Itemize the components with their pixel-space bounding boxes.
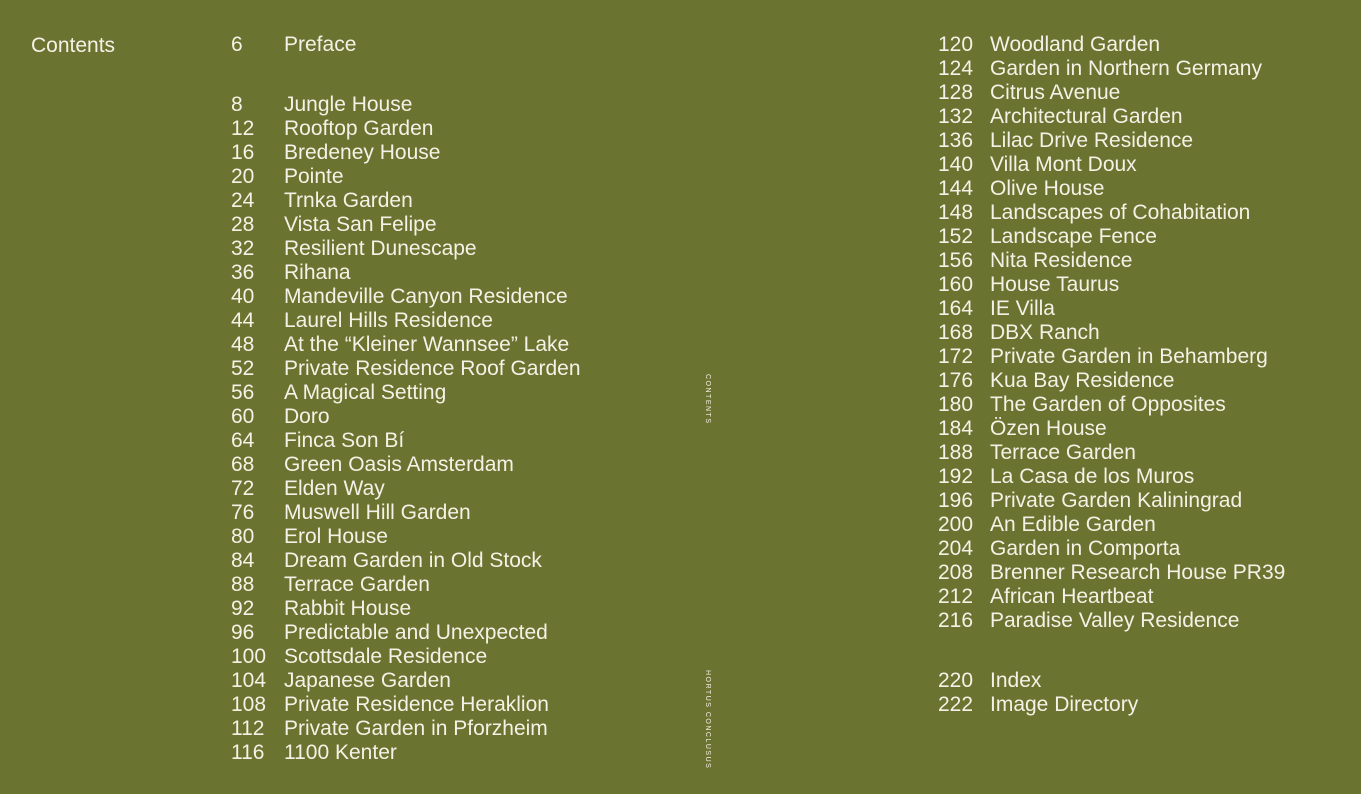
toc-page-number: 222 xyxy=(938,693,974,716)
toc-entry-title: La Casa de los Muros xyxy=(990,465,1195,488)
toc-entry-title: Dream Garden in Old Stock xyxy=(284,549,542,572)
toc-entry xyxy=(938,153,1285,177)
toc-entry xyxy=(231,261,581,285)
toc-entry xyxy=(938,417,1285,441)
toc-page-number: 152 xyxy=(938,225,974,248)
toc-entry xyxy=(231,501,581,525)
toc-entry-title: House Taurus xyxy=(990,273,1120,296)
toc-entry-title: Resilient Dunescape xyxy=(284,237,477,260)
toc-page-number: 96 xyxy=(231,621,255,644)
toc-page-number: 220 xyxy=(938,669,974,692)
toc-page-number: 216 xyxy=(938,609,974,632)
toc-entry-title: At the “Kleiner Wannsee” Lake xyxy=(284,333,570,356)
toc-entry xyxy=(231,405,581,429)
toc-page-number: 212 xyxy=(938,585,974,608)
toc-page-number: 208 xyxy=(938,561,974,584)
toc-page-number: 84 xyxy=(231,549,255,572)
toc-right-column xyxy=(938,33,1285,717)
toc-page-number: 120 xyxy=(938,33,974,56)
toc-entry-title: Villa Mont Doux xyxy=(990,153,1137,176)
toc-entry-title: Landscapes of Cohabitation xyxy=(990,201,1251,224)
toc-entry xyxy=(231,237,581,261)
toc-page-number: 108 xyxy=(231,693,267,716)
toc-entry-title: Muswell Hill Garden xyxy=(284,501,471,524)
toc-entry xyxy=(938,561,1285,585)
toc-entry-title: Kua Bay Residence xyxy=(990,369,1175,392)
toc-entry xyxy=(938,585,1285,609)
toc-entry-title: Vista San Felipe xyxy=(284,213,437,236)
toc-entry-title: Paradise Valley Residence xyxy=(990,609,1240,632)
toc-page-number: 168 xyxy=(938,321,974,344)
toc-entry-title: Index xyxy=(990,669,1042,692)
toc-entry xyxy=(938,57,1285,81)
toc-entry-title: Brenner Research House PR39 xyxy=(990,561,1286,584)
toc-page-number: 48 xyxy=(231,333,255,356)
toc-page-number: 148 xyxy=(938,201,974,224)
toc-entry-title: Rabbit House xyxy=(284,597,412,620)
toc-entry xyxy=(231,189,581,213)
toc-entry xyxy=(938,693,1285,717)
toc-page-number: 180 xyxy=(938,393,974,416)
toc-entry-title: Garden in Comporta xyxy=(990,537,1181,560)
toc-page-number: 204 xyxy=(938,537,974,560)
toc-entry xyxy=(231,33,581,57)
toc-page-number: 124 xyxy=(938,57,974,80)
toc-page-number: 144 xyxy=(938,177,974,200)
toc-entry-title: Trnka Garden xyxy=(284,189,413,212)
toc-entry xyxy=(938,177,1285,201)
toc-entry-title: Özen House xyxy=(990,417,1107,440)
toc-page-number: 192 xyxy=(938,465,974,488)
toc-entry xyxy=(938,33,1285,57)
toc-page-number: 88 xyxy=(231,573,255,596)
toc-entry-title: Finca Son Bí xyxy=(284,429,405,452)
toc-entry-title: Bredeney House xyxy=(284,141,441,164)
toc-page-number: 160 xyxy=(938,273,974,296)
toc-page-number: 132 xyxy=(938,105,974,128)
toc-page-number: 184 xyxy=(938,417,974,440)
toc-entry-title: Rooftop Garden xyxy=(284,117,434,140)
toc-page-number: 200 xyxy=(938,513,974,536)
toc-page-number: 60 xyxy=(231,405,255,428)
toc-entry xyxy=(231,429,581,453)
toc-entry xyxy=(938,609,1285,633)
page-title: Contents xyxy=(31,34,116,57)
toc-page-number: 128 xyxy=(938,81,974,104)
toc-entry-title: DBX Ranch xyxy=(990,321,1100,344)
toc-entry xyxy=(231,93,581,117)
toc-entry xyxy=(231,693,581,717)
toc-entry-title: Private Garden Kaliningrad xyxy=(990,489,1243,512)
toc-entry-title: 1100 Kenter xyxy=(284,741,397,764)
toc-entry-title: Citrus Avenue xyxy=(990,81,1121,104)
toc-entry xyxy=(938,81,1285,105)
toc-page-number: 156 xyxy=(938,249,974,272)
toc-entry xyxy=(231,381,581,405)
toc-page-number: 36 xyxy=(231,261,255,284)
toc-page-number: 8 xyxy=(231,93,243,116)
toc-entry-title: The Garden of Opposites xyxy=(990,393,1226,416)
toc-entry-title: Lilac Drive Residence xyxy=(990,129,1194,152)
toc-page-number: 116 xyxy=(231,741,265,764)
toc-page-number: 68 xyxy=(231,453,255,476)
toc-entry xyxy=(938,129,1285,153)
toc-page-number: 112 xyxy=(231,717,265,740)
toc-entry xyxy=(231,549,581,573)
toc-entry xyxy=(231,309,581,333)
side-label-book-title: HORTUS CONCLUSUS xyxy=(704,670,711,770)
toc-entry-title: Private Garden in Behamberg xyxy=(990,345,1268,368)
toc-page-number: 104 xyxy=(231,669,267,692)
toc-page-number: 32 xyxy=(231,237,255,260)
toc-entry xyxy=(231,621,581,645)
toc-entry xyxy=(938,297,1285,321)
toc-entry xyxy=(938,201,1285,225)
toc-entry-title: Rihana xyxy=(284,261,351,284)
toc-page-number: 28 xyxy=(231,213,255,236)
toc-page-number: 92 xyxy=(231,597,255,620)
toc-entry-title: Private Residence Roof Garden xyxy=(284,357,581,380)
toc-entry xyxy=(231,525,581,549)
toc-page-number: 176 xyxy=(938,369,974,392)
toc-entry xyxy=(938,537,1285,561)
toc-entry-title: Preface xyxy=(284,33,357,56)
toc-entry-title: An Edible Garden xyxy=(990,513,1156,536)
toc-entry xyxy=(938,369,1285,393)
toc-entry xyxy=(231,597,581,621)
toc-entry-title: A Magical Setting xyxy=(284,381,447,404)
toc-entry-title: Landscape Fence xyxy=(990,225,1157,248)
toc-entry-title: Predictable and Unexpected xyxy=(284,621,548,644)
toc-entry xyxy=(231,141,581,165)
toc-entry xyxy=(231,357,581,381)
toc-entry-title: Architectural Garden xyxy=(990,105,1183,128)
side-label-contents: CONTENTS xyxy=(704,374,711,425)
toc-entry xyxy=(938,669,1285,693)
toc-entry xyxy=(938,105,1285,129)
toc-page-number: 72 xyxy=(231,477,255,500)
toc-page-number: 6 xyxy=(231,33,243,56)
toc-left-column xyxy=(231,33,581,765)
toc-entry xyxy=(231,717,581,741)
toc-entry xyxy=(231,117,581,141)
toc-entry-title: Garden in Northern Germany xyxy=(990,57,1262,80)
toc-entry-title: Elden Way xyxy=(284,477,385,500)
toc-page-number: 52 xyxy=(231,357,255,380)
toc-entry-title: Doro xyxy=(284,405,330,428)
toc-entry-title: Olive House xyxy=(990,177,1105,200)
toc-entry xyxy=(938,441,1285,465)
toc-entry-title: Mandeville Canyon Residence xyxy=(284,285,568,308)
toc-page-number: 76 xyxy=(231,501,255,524)
toc-page-number: 12 xyxy=(231,117,255,140)
toc-page-number: 188 xyxy=(938,441,974,464)
toc-entry-title: Nita Residence xyxy=(990,249,1133,272)
toc-entry-title: Laurel Hills Residence xyxy=(284,309,493,332)
toc-entry-title: Green Oasis Amsterdam xyxy=(284,453,514,476)
toc-entry-title: Woodland Garden xyxy=(990,33,1161,56)
toc-page-number: 80 xyxy=(231,525,255,548)
toc-entry xyxy=(231,573,581,597)
toc-entry xyxy=(231,213,581,237)
toc-page-number: 164 xyxy=(938,297,974,320)
toc-page-number: 140 xyxy=(938,153,974,176)
toc-entry-title: Terrace Garden xyxy=(284,573,430,596)
toc-entry-title: Image Directory xyxy=(990,693,1139,716)
toc-entry xyxy=(938,249,1285,273)
toc-entry-title: Private Garden in Pforzheim xyxy=(284,717,548,740)
toc-entry-title: African Heartbeat xyxy=(990,585,1154,608)
toc-entry xyxy=(938,393,1285,417)
toc-entry xyxy=(231,741,581,765)
toc-entry xyxy=(938,321,1285,345)
toc-entry-title: Private Residence Heraklion xyxy=(284,693,549,716)
toc-entry-title: Scottsdale Residence xyxy=(284,645,488,668)
toc-page-number: 40 xyxy=(231,285,255,308)
toc-page-number: 44 xyxy=(231,309,255,332)
toc-entry-title: IE Villa xyxy=(990,297,1055,320)
toc-entry-title: Pointe xyxy=(284,165,344,188)
toc-entry xyxy=(938,273,1285,297)
toc-entry xyxy=(938,465,1285,489)
toc-entry xyxy=(938,345,1285,369)
toc-page-number: 196 xyxy=(938,489,974,512)
toc-page-number: 24 xyxy=(231,189,255,212)
toc-page-number: 64 xyxy=(231,429,255,452)
toc-entry xyxy=(231,669,581,693)
toc-entry xyxy=(231,477,581,501)
toc-page-number: 16 xyxy=(231,141,255,164)
toc-entry-title: Jungle House xyxy=(284,93,413,116)
toc-page-number: 100 xyxy=(231,645,267,668)
toc-page-number: 20 xyxy=(231,165,255,188)
toc-page-number: 56 xyxy=(231,381,255,404)
toc-entry xyxy=(231,333,581,357)
toc-page-number: 172 xyxy=(938,345,974,368)
toc-page-number: 136 xyxy=(938,129,974,152)
toc-entry-title: Terrace Garden xyxy=(990,441,1136,464)
toc-entry xyxy=(938,513,1285,537)
toc-entry-title: Erol House xyxy=(284,525,388,548)
toc-entry xyxy=(938,489,1285,513)
toc-entry xyxy=(231,285,581,309)
toc-entry xyxy=(231,453,581,477)
toc-entry xyxy=(231,645,581,669)
toc-entry xyxy=(938,225,1285,249)
toc-entry-title: Japanese Garden xyxy=(284,669,451,692)
toc-entry xyxy=(231,165,581,189)
